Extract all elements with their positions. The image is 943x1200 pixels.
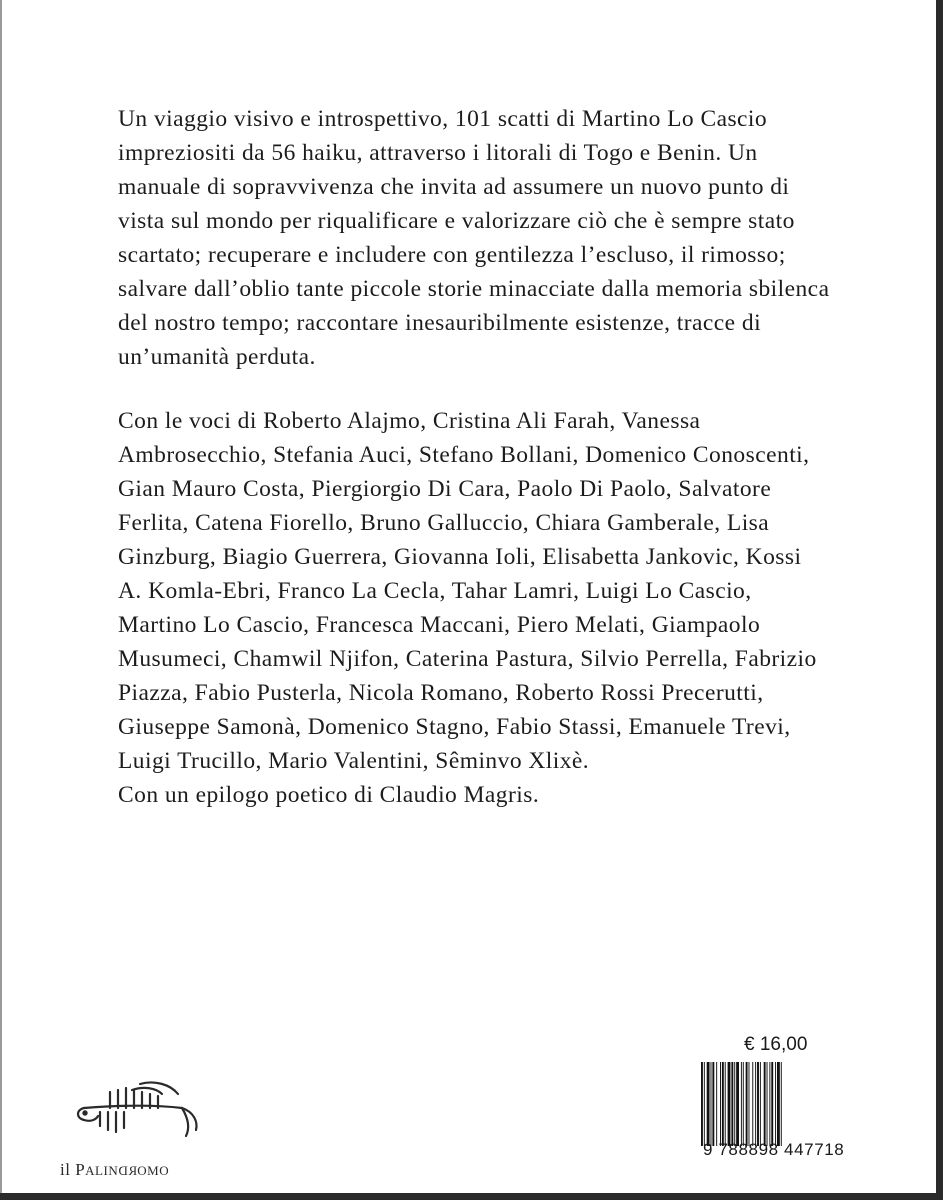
isbn-number: 9 788898 447718 (703, 1140, 845, 1159)
contributors-line: Ginzburg, Biagio Guerrera, Giovanna Ioli, Elisabetta Jankovic, Kossi (118, 544, 802, 570)
description-line: vista sul mondo per riqualificare e valorizzare ciò che è sempre stato (118, 208, 795, 234)
description-line: un’umanità perduta. (118, 344, 316, 370)
contributors-line: Luigi Trucillo, Mario Valentini, Sêminvo Xlixè. (118, 748, 590, 774)
contributors-line: Gian Mauro Costa, Piergiorgio Di Cara, Paolo Di Paolo, Salvatore (118, 476, 772, 502)
cover-right-border (936, 0, 943, 1200)
description-line: scartato; recuperare e includere con gentilezza l’escluso, il rimosso; (118, 242, 786, 268)
contributors-line: Piazza, Fabio Pusterla, Nicola Romano, Roberto Rossi Precerutti, (118, 680, 764, 706)
contributors-line: Giuseppe Samonà, Domenico Stagno, Fabio Stassi, Emanuele Trevi, (118, 714, 791, 740)
description-paragraph (118, 102, 829, 374)
description-line: manuale di sopravvivenza che invita ad assumere un nuovo punto di (118, 174, 790, 200)
description-line: del nostro tempo; raccontare inesauribilmente esistenze, tracce di (118, 310, 762, 336)
barcode-icon (700, 1062, 818, 1146)
contributors-line: Ferlita, Catena Fiorello, Bruno Galluccio, Chiara Gamberale, Lisa (118, 510, 770, 536)
cover-bottom-border (0, 1193, 943, 1200)
description-line: salvare dall’oblio tante piccole storie minacciate dalla memoria sbilenca (118, 276, 830, 302)
description-line: impreziositi da 56 haiku, attraverso i litorali di Togo e Benin. Un (118, 140, 758, 166)
price-label: € 16,00 (744, 1034, 808, 1055)
contributors-line: Ambrosecchio, Stefania Auci, Stefano Bollani, Domenico Conoscenti, (118, 442, 810, 468)
publisher-name: il PALINDROMO (60, 1160, 170, 1179)
contributors-line: Martino Lo Cascio, Francesca Maccani, Piero Melati, Giampaolo (118, 612, 761, 638)
contributors-line: Musumeci, Chamwil Njifon, Caterina Pastura, Silvio Perrella, Fabrizio (118, 646, 817, 672)
contributors-line: Con le voci di Roberto Alajmo, Cristina Ali Farah, Vanessa (118, 408, 701, 434)
epilogue-line: Con un epilogo poetico di Claudio Magris. (118, 782, 540, 808)
contributors-line: A. Komla-Ebri, Franco La Cecla, Tahar Lamri, Luigi Lo Cascio, (118, 578, 752, 604)
cover-left-edge (0, 0, 2, 1200)
fish-logo-icon (70, 1078, 200, 1142)
contributors-paragraph (118, 404, 817, 812)
description-line: Un viaggio visivo e introspettivo, 101 scatti di Martino Lo Cascio (118, 106, 768, 132)
